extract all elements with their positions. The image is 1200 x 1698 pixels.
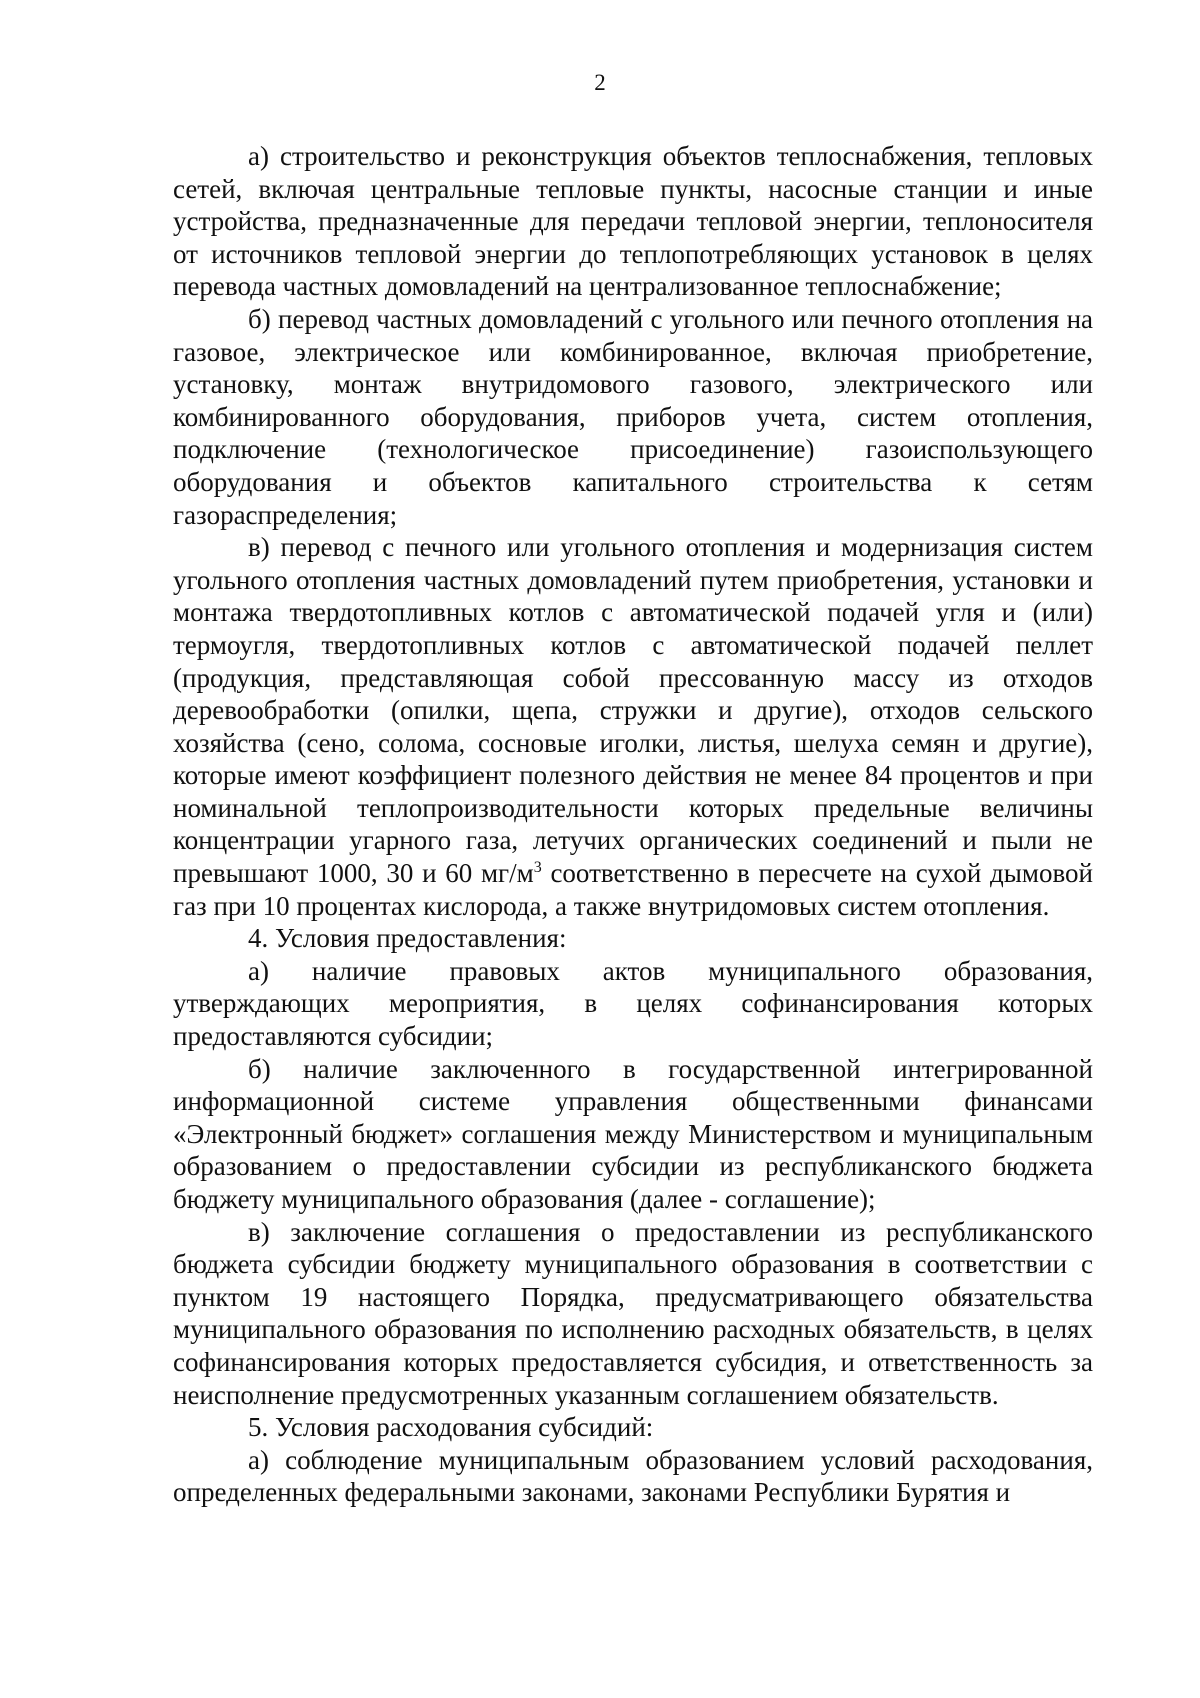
paragraph-condition-a: а) наличие правовых актов муниципального образования, утверждающих мероприятия, в целях софинансирования которых предоставляются субсидии;	[173, 955, 1093, 1052]
superscript: 3	[533, 859, 542, 877]
section-heading-spending: 5. Условия расходования субсидий:	[248, 1412, 654, 1443]
paragraph-condition-b: б) наличие заключенного в государственной интегрированной информационной системе управления общественными финансами «Электронный бюджет» соглашения между Министерством и муниципальным образованием о предоставлении субсидии из республиканского бюджета бюджету муниципального образования (далее - соглашение);	[173, 1053, 1093, 1214]
section-heading-conditions: 4. Условия предоставления:	[248, 923, 567, 954]
paragraph-item-a-heat-supply: а) строительство и реконструкция объектов теплоснабжения, тепловых сетей, включая центральные тепловые пункты, насосные станции и иные устройства, предназначенные для передачи тепловой энергии, теплоносителя от источников тепловой энергии до теплопотребляющих установок в целях перевода частных домовладений на централизованное теплоснабжение;	[173, 141, 1093, 302]
paragraph-text: в) перевод с печного или угольного отопления и модернизация систем угольного отопления частных домовладений путем приобретения, установки и монтажа твердотопливных котлов с автоматической подачей угля и (или) термоугля, твердотопливных котлов с автоматической подачей пеллет (продукция, представляющая собой прессованную массу из отходов деревообработки (опилки, щепа, стружки и другие), отходов сельского хозяйства (сено, солома, сосновые иголки, листья, шелуха семян и другие), которые имеют коэффициент полезного действия не менее 84 процентов и при номинальной теплопроизводительности которых предельные величины концентрации угарного газа, летучих органических соединений и пыли не превышают 1000, 30 и 60 мг/м	[173, 532, 1093, 889]
page-number: 2	[594, 70, 606, 95]
paragraph-item-v-boilers	[173, 531, 1093, 922]
paragraph-text: соответственно в пересчете на сухой дымовой газ при 10 процентах кислорода, а также внутридомовых систем отопления.	[173, 858, 1093, 921]
paragraph-condition-v: в) заключение соглашения о предоставлении из республиканского бюджета субсидии бюджету муниципального образования в соответствии с пунктом 19 настоящего Порядка, предусматривающего обязательства муниципального образования по исполнению расходных обязательств, в целях софинансирования которых предоставляется субсидия, и ответственность за неисполнение предусмотренных указанным соглашением обязательств.	[173, 1216, 1093, 1410]
paragraph-item-b-gas-conversion: б) перевод частных домовладений с угольного или печного отопления на газовое, электрическое или комбинированное, включая приобретение, установку, монтаж внутридомового газового, электрического или комбинированного оборудования, приборов учета, систем отопления, подключение (технологическое присоединение) газоиспользующего оборудования и объектов капитального строительства к сетям газораспределения;	[173, 303, 1093, 530]
document-body	[173, 140, 1093, 1509]
paragraph-spending-a: а) соблюдение муниципальным образованием условий расходования, определенных федеральными законами, законами Республики Бурятия и	[173, 1444, 1093, 1508]
